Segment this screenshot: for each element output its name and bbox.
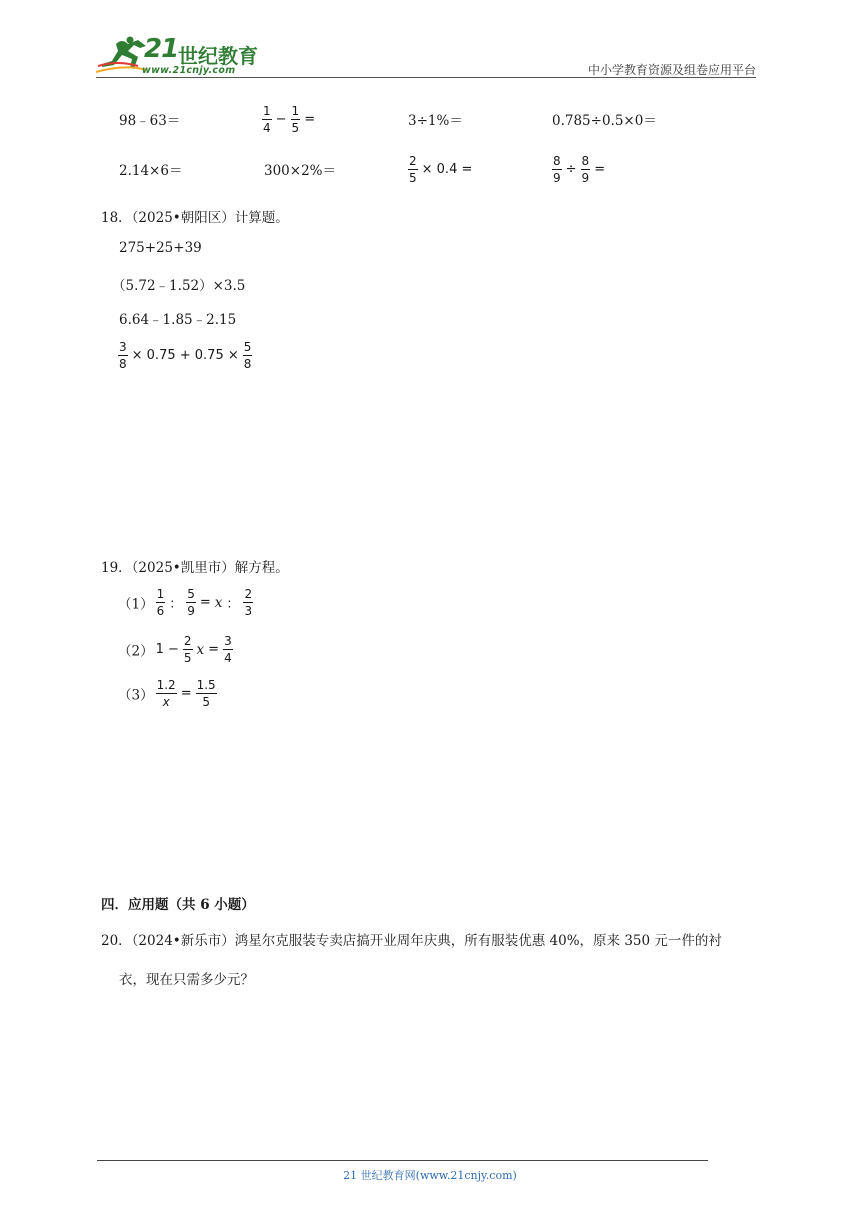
oral-r1-c2: $\frac{1}{4}$ − $\frac{1}{5}$ = bbox=[263, 104, 316, 135]
fraction: $\frac{1.5}{5}$ bbox=[196, 678, 216, 709]
q18-line4: $\frac{3}{8}$ × 0.75 + 0.75 × $\frac{5}{8}$ bbox=[119, 340, 252, 371]
q18-line3: 6.64﹣1.85﹣2.15 bbox=[119, 312, 237, 328]
q19-p2: （2） 1 − $\frac{2}{5}$ x = $\frac{3}{4}$ bbox=[118, 634, 232, 665]
header-platform-text: 中小学教育资源及组卷应用平台 bbox=[587, 63, 756, 77]
brand-number: 21 bbox=[144, 34, 179, 64]
q19-title: 19．（2025•凯里市）解方程。 bbox=[101, 560, 289, 576]
fraction: $\frac{1}{6}$ bbox=[156, 587, 165, 618]
oral-r2-c4: $\frac{8}{9}$ ÷ $\frac{8}{9}$ = bbox=[553, 154, 606, 185]
q18-title: 18．（2025•朝阳区）计算题。 bbox=[101, 210, 289, 226]
fraction: $\frac{3}{8}$ bbox=[119, 340, 127, 371]
footer-divider bbox=[97, 1160, 708, 1161]
fraction: $\frac{1.2}{x}$ bbox=[156, 678, 176, 709]
q19-p3: （3） $\frac{1.2}{x}$ = $\frac{1.5}{5}$ bbox=[118, 678, 216, 709]
fraction: $\frac{2}{3}$ bbox=[244, 587, 253, 618]
q19-p1: （1） $\frac{1}{6}$ ： $\frac{5}{9}$ = x ： $\frac{2}{3}$ bbox=[118, 587, 253, 618]
oral-r2-c2: 300×2%＝ bbox=[264, 163, 336, 179]
fraction: $\frac{3}{4}$ bbox=[224, 634, 232, 665]
oral-r2-c3: $\frac{2}{5}$ × 0.4 = bbox=[409, 154, 473, 185]
oral-r1-c3: 3÷1%＝ bbox=[408, 113, 463, 129]
q20-line2: 衣，现在只需多少元？ bbox=[119, 972, 254, 988]
fraction: $\frac{5}{9}$ bbox=[187, 587, 195, 618]
fraction: $\frac{1}{5}$ bbox=[291, 104, 300, 135]
oral-r1-c1: 98﹣63＝ bbox=[119, 113, 181, 129]
fraction: $\frac{1}{4}$ bbox=[263, 104, 271, 135]
footer-link[interactable]: 21 世纪教育网(www.21cnjy.com) bbox=[343, 1169, 517, 1182]
fraction: $\frac{8}{9}$ bbox=[553, 154, 561, 185]
fraction: $\frac{5}{8}$ bbox=[243, 340, 252, 371]
fraction: $\frac{8}{9}$ bbox=[581, 154, 590, 185]
brand-url: www.21cnjy.com bbox=[142, 65, 236, 76]
header-divider bbox=[96, 77, 756, 78]
q20-line1: 20．（2024•新乐市）鸿星尔克服装专卖店搞开业周年庆典，所有服装优惠 40%，原来 350 元一件的衬 bbox=[101, 933, 722, 949]
fraction: $\frac{2}{5}$ bbox=[409, 154, 417, 185]
section4-title: 四．应用题（共 6 小题） bbox=[101, 897, 255, 913]
oral-r2-c1: 2.14×6＝ bbox=[119, 163, 183, 179]
brand-name: 世纪教育 bbox=[178, 44, 258, 68]
fraction: $\frac{2}{5}$ bbox=[183, 634, 192, 665]
oral-r1-c4: 0.785÷0.5×0＝ bbox=[552, 113, 657, 129]
q18-line2: （5.72﹣1.52）×3.5 bbox=[112, 278, 246, 294]
q18-line1: 275+25+39 bbox=[119, 240, 202, 256]
